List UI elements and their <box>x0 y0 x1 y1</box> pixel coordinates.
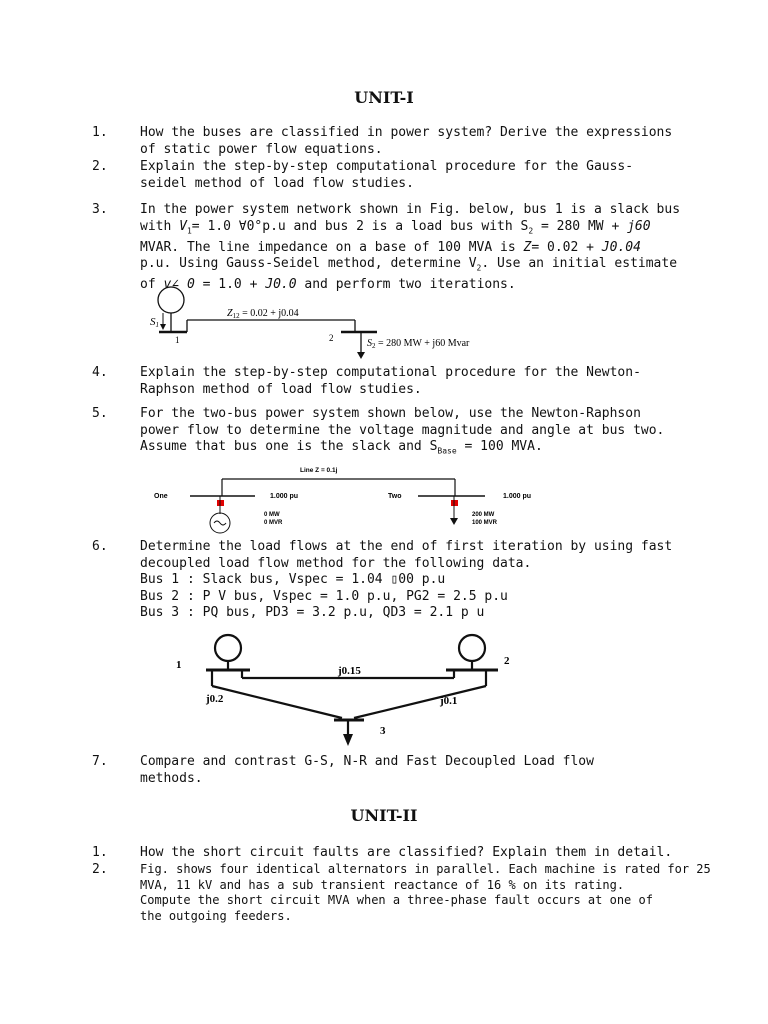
question-number: 1. <box>92 125 108 140</box>
gen-mw: 0 MW <box>264 512 280 518</box>
load-arrow-icon <box>357 352 365 359</box>
question-text: How the short circuit faults are classified? Explain them in detail. <box>140 845 673 860</box>
question-number: 1. <box>92 845 108 860</box>
question-text: Bus 3 : PQ bus, PD3 = 3.2 p.u, QD3 = 2.1 p u <box>140 605 485 620</box>
bus-one-voltage: 1.000 pu <box>270 493 299 500</box>
question-text: Assume that bus one is the slack and $S_{Base} = 100$ MVA. <box>140 439 543 456</box>
question-number: 2. <box>92 159 108 174</box>
load-mw: 200 MW <box>472 512 495 518</box>
three-bus-network-figure <box>168 630 528 754</box>
bus-two-voltage: 1.000 pu <box>503 493 532 500</box>
impedance-label: $Z_{12} = 0.02 + j0.04$ <box>227 308 299 320</box>
question-number: 5. <box>92 406 108 421</box>
question-text: Bus 1 : Slack bus, Vspec = 1.04 ▯00 p.u <box>140 572 446 587</box>
two-bus-network-figure <box>145 286 665 362</box>
question-text: of v∠ 0 = 1.0 + J0.0 and perform two iterations. <box>140 277 516 293</box>
question-number: 3. <box>92 202 108 217</box>
bus-2-label: 2 <box>329 333 334 343</box>
bus-1-label: 1 <box>175 335 180 345</box>
generator-icon <box>158 287 184 313</box>
bus-1-label: 1 <box>176 659 182 671</box>
newton-raphson-two-bus-figure <box>140 462 580 534</box>
question-text: How the buses are classified in power system? Derive the expressions <box>140 125 673 140</box>
question-number: 2. <box>92 862 108 877</box>
question-text: Raphson method of load flow studies. <box>140 381 422 397</box>
question-text: power flow to determine the voltage magnitude and angle at bus two. <box>140 422 665 438</box>
unit-1-heading: UNIT-I <box>354 88 414 107</box>
question-text: Compare and contrast G-S, N-R and Fast Decoupled Load flow <box>140 754 594 769</box>
question-text: Fig. shows four identical alternators in parallel. Each machine is rated for 25 <box>140 862 711 876</box>
question-text: with $V_1= 1.0$ ∀0°p.u and bus 2 is a load bus with $S_2 = 280$ MW + j60 <box>140 218 651 236</box>
generator-1-icon <box>215 635 241 661</box>
question-text: seidel method of load flow studies. <box>140 175 414 191</box>
bus-3-label: 3 <box>380 725 386 737</box>
load-arrow-icon <box>343 734 353 746</box>
question-text: MVAR. The line impedance on a base of 100 MVA is Z= 0.02 + J0.04 <box>140 239 641 255</box>
reactance-2-3: j0.1 <box>440 695 458 707</box>
bus-2-label: 2 <box>504 655 510 667</box>
question-text: decoupled load flow method for the following data. <box>140 555 532 571</box>
line-impedance-label: Line Z = 0.1j <box>300 467 338 474</box>
question-text: methods. <box>140 770 203 786</box>
question-number: 7. <box>92 754 108 769</box>
question-text: Explain the step-by-step computational procedure for the Newton- <box>140 365 641 380</box>
question-text: Determine the load flows at the end of first iteration by using fast <box>140 539 673 554</box>
line-2-3 <box>354 686 486 718</box>
reactance-1-2: j0.15 <box>338 665 361 677</box>
question-text: Bus 2 : P V bus, Vspec = 1.0 p.u, PG2 = 2.5 p.u <box>140 588 508 604</box>
bus-two-label: Two <box>388 493 402 500</box>
load-mvr: 100 MVR <box>472 520 498 526</box>
load-label: $S_2 = 280$ MW + j60 Mvar <box>367 338 470 350</box>
question-text: of static power flow equations. <box>140 141 383 157</box>
reactance-1-3: j0.2 <box>206 693 224 705</box>
bus-one-label: One <box>154 493 168 500</box>
question-text: the outgoing feeders. <box>140 908 292 923</box>
line-1-3 <box>212 686 342 718</box>
question-number: 6. <box>92 539 108 554</box>
question-text: Explain the step-by-step computational procedure for the Gauss- <box>140 159 634 174</box>
question-number: 4. <box>92 365 108 380</box>
gen-mvr: 0 MVR <box>264 520 283 526</box>
s1-label: S1 <box>150 316 159 329</box>
question-text: For the two-bus power system shown below, use the Newton-Raphson <box>140 406 641 421</box>
question-text: Compute the short circuit MVA when a three-phase fault occurs at one of <box>140 893 653 907</box>
load-arrow-icon <box>450 518 458 525</box>
question-text: In the power system network shown in Fig. below, bus 1 is a slack bus <box>140 202 681 217</box>
question-text: p.u. Using Gauss-Seidel method, determine $V_2$. Use an initial estimate <box>140 256 678 273</box>
generator-2-icon <box>459 635 485 661</box>
question-text: MVA, 11 kV and has a sub transient reactance of 16 % on its rating. <box>140 877 625 892</box>
unit-2-heading: UNIT-II <box>350 806 418 825</box>
